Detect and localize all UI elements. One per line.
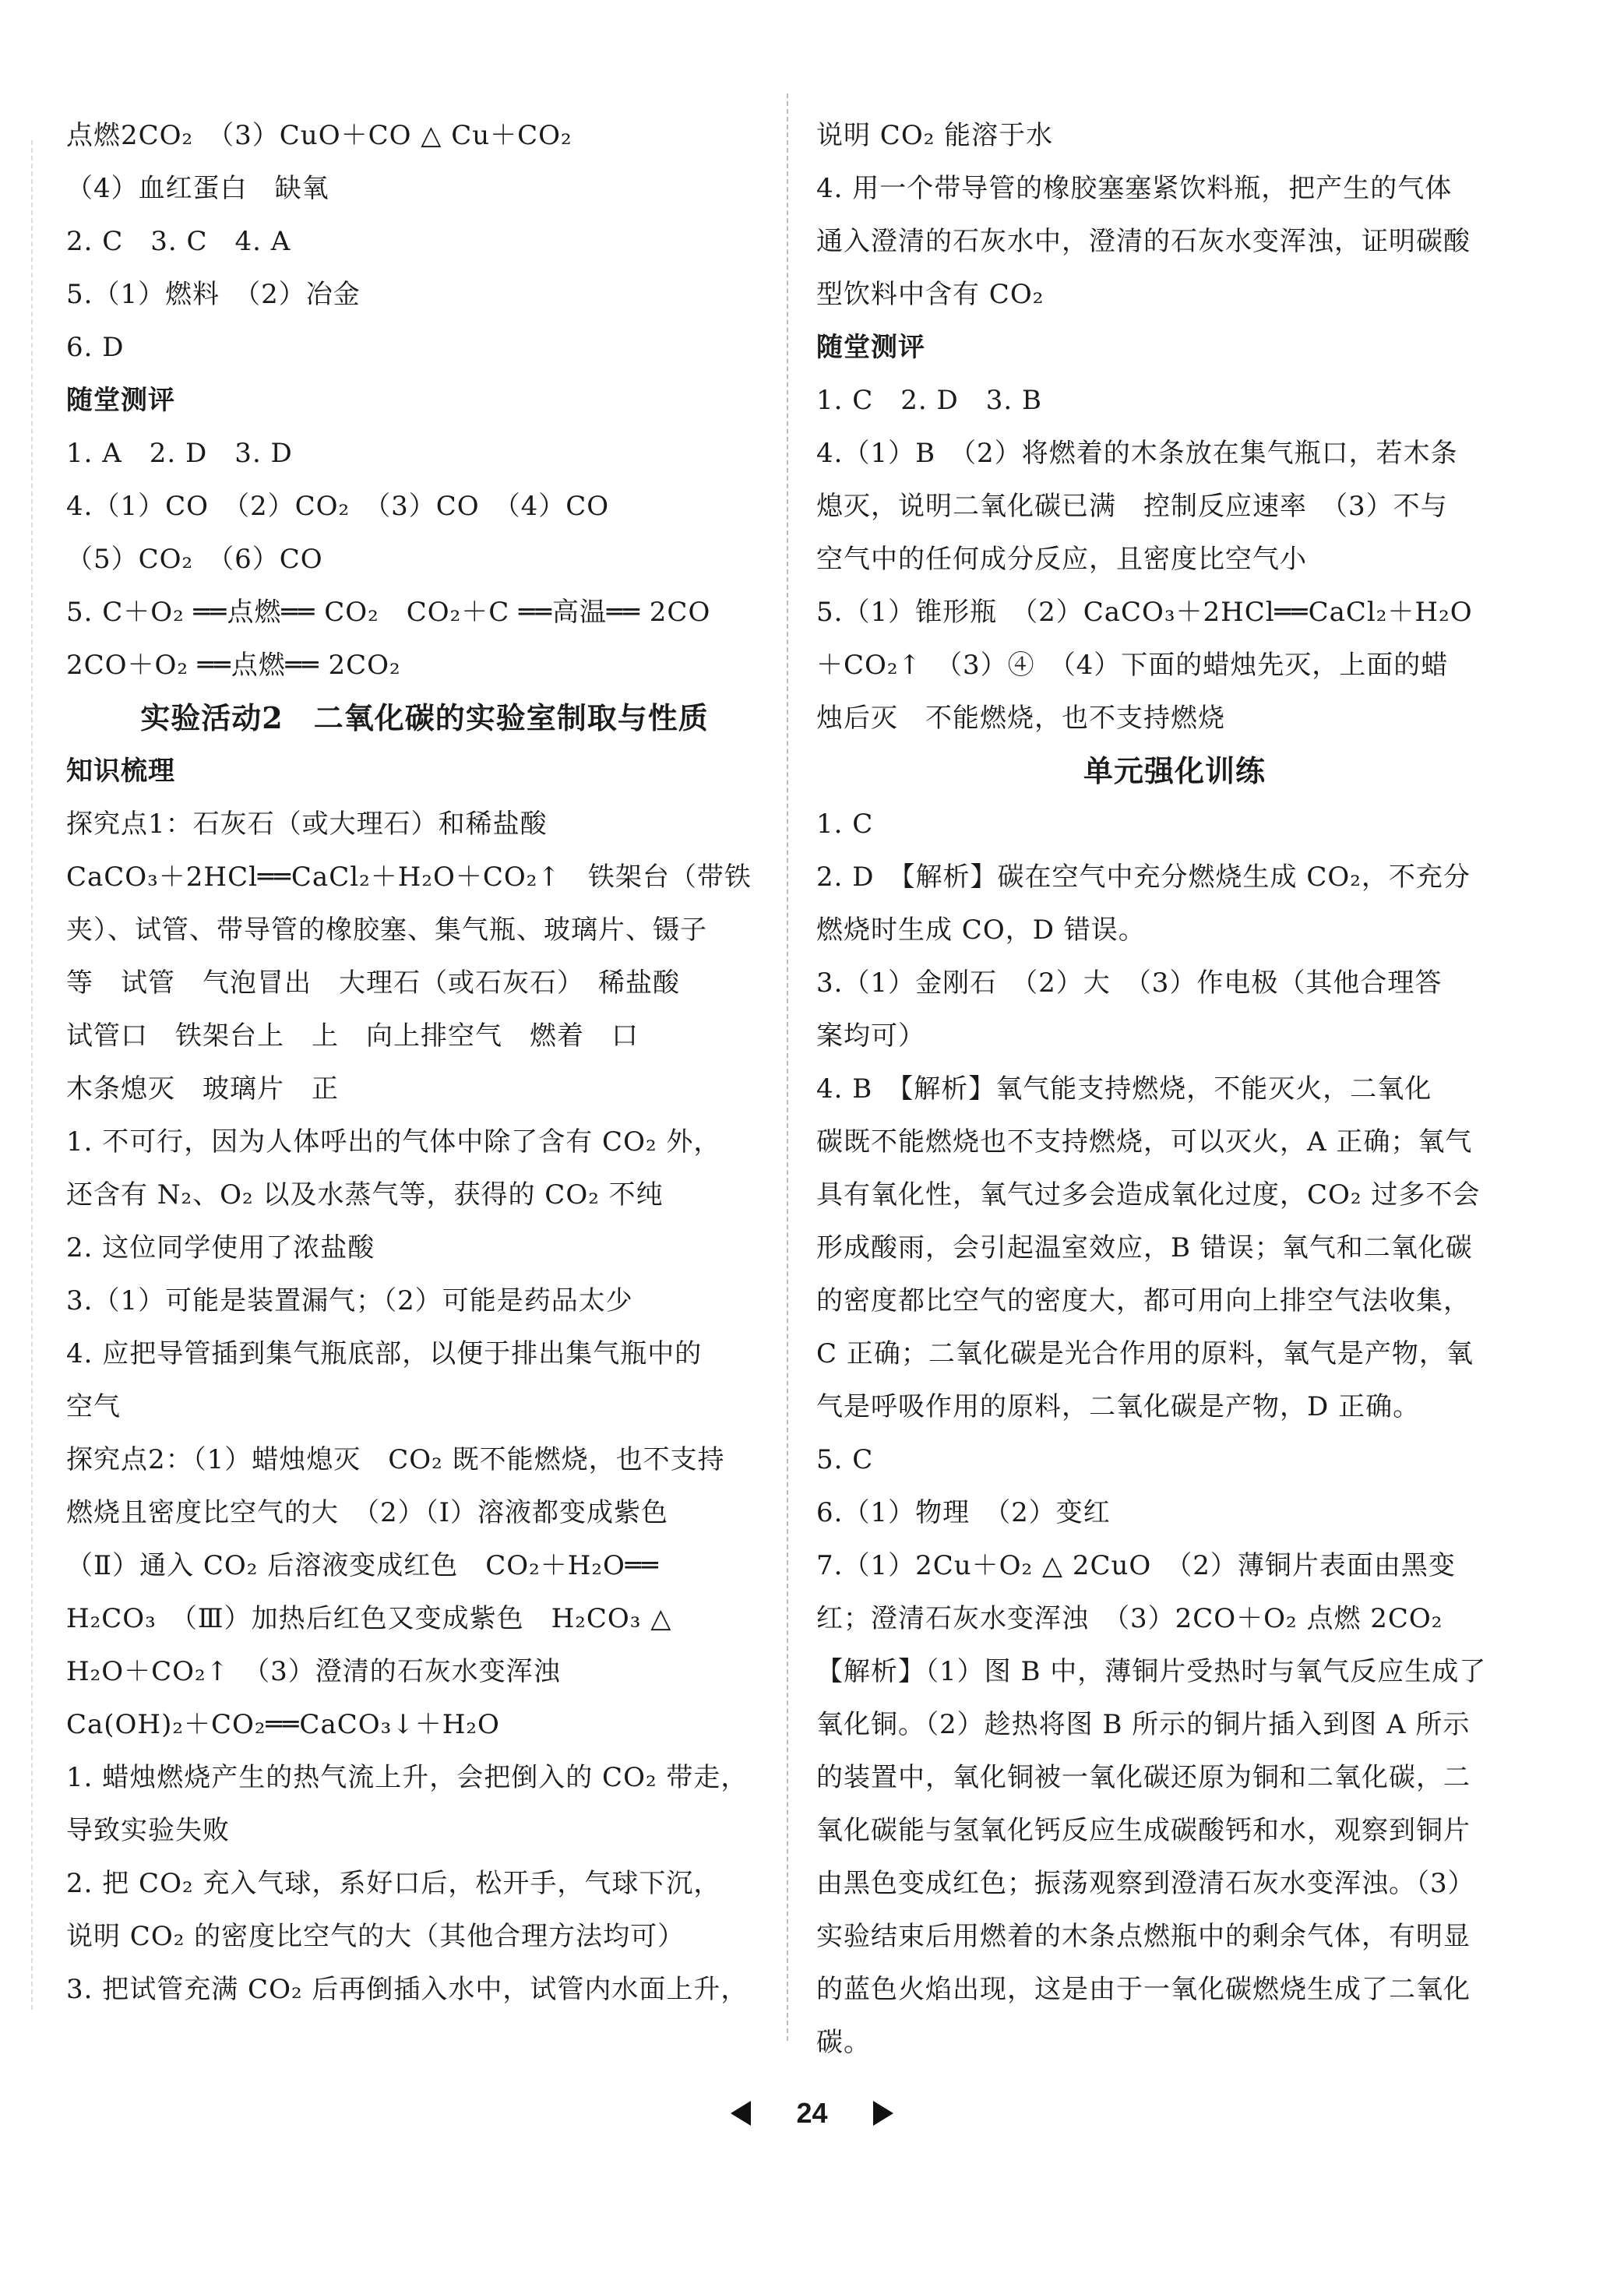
left-column-line: 空气	[66, 1391, 121, 1422]
left-column-line: CaCO₃＋2HCl══CaCl₂＋H₂O＋CO₂↑ 铁架台（带铁	[66, 862, 752, 893]
left-column-line: 燃烧且密度比空气的大 （2）（Ⅰ）溶液都变成紫色	[66, 1497, 669, 1528]
right-column-line: ＋CO₂↑ （3）④ （4）下面的蜡烛先灭，上面的蜡	[816, 650, 1449, 681]
right-column-line: 随堂测评	[816, 332, 925, 363]
left-column-line: （5）CO₂ （6）CO	[66, 544, 323, 575]
column-divider	[787, 93, 788, 2041]
right-column-line: 由黑色变成红色；振荡观察到澄清石灰水变浑浊。（3）	[816, 1868, 1475, 1899]
left-column-line: 等 试管 气泡冒出 大理石（或石灰石） 稀盐酸	[66, 967, 680, 999]
left-column-line: 1. 蜡烛燃烧产生的热气流上升，会把倒入的 CO₂ 带走，	[66, 1762, 749, 1793]
left-column-line: 6. D	[66, 332, 125, 363]
left-column-line: 探究点1：石灰石（或大理石）和稀盐酸	[66, 809, 548, 840]
right-column-line: 通入澄清的石灰水中，澄清的石灰水变浑浊，证明碳酸	[816, 226, 1471, 257]
right-column-line: 氧化铜。（2）趁热将图 B 所示的铜片插入到图 A 所示	[816, 1709, 1471, 1740]
left-column-line: （Ⅱ）通入 CO₂ 后溶液变成红色 CO₂＋H₂O══	[66, 1550, 659, 1581]
left-column-line: 说明 CO₂ 的密度比空气的大（其他合理方法均可）	[66, 1921, 685, 1952]
right-column-line: 4. B 【解析】氧气能支持燃烧，不能灭火，二氧化	[816, 1073, 1432, 1105]
left-column-line: 木条熄灭 玻璃片 正	[66, 1073, 339, 1105]
right-column-line: 1. C 2. D 3. B	[816, 385, 1043, 416]
right-column-line: 空气中的任何成分反应，且密度比空气小	[816, 544, 1307, 575]
left-column-line: 4.（1）CO （2）CO₂ （3）CO （4）CO	[66, 491, 610, 522]
right-column-line: 的密度都比空气的密度大，都可用向上排空气法收集，	[816, 1285, 1471, 1316]
right-column-line: 4.（1）B （2）将燃着的木条放在集气瓶口，若木条	[816, 438, 1458, 469]
right-column-line: 5.（1）锥形瓶 （2）CaCO₃＋2HCl══CaCl₂＋H₂O	[816, 597, 1473, 628]
left-column-line: 知识梳理	[66, 756, 175, 787]
right-column-line: 1. C	[816, 809, 874, 840]
right-column-line: C 正确；二氧化碳是光合作用的原料，氧气是产物，氧	[816, 1338, 1474, 1369]
left-column-line: 5. C＋O₂ ══点燃══ CO₂ CO₂＋C ══高温══ 2CO	[66, 597, 711, 628]
left-column-line: 还含有 N₂、O₂ 以及水蒸气等，获得的 CO₂ 不纯	[66, 1179, 664, 1210]
left-column-line: H₂O＋CO₂↑ （3）澄清的石灰水变浑浊	[66, 1656, 561, 1687]
right-column-line: 熄灭，说明二氧化碳已满 控制反应速率 （3）不与	[816, 491, 1448, 522]
next-page-icon[interactable]	[873, 2101, 893, 2126]
right-column-line: 碳。	[816, 2027, 871, 2058]
left-column-line: 实验活动2 二氧化碳的实验室制取与性质	[140, 700, 709, 735]
right-column	[816, 109, 1533, 2069]
left-column-line: 点燃2CO₂ （3）CuO＋CO △ Cu＋CO₂	[66, 120, 572, 151]
right-column-line: 实验结束后用燃着的木条点燃瓶中的剩余气体，有明显	[816, 1921, 1471, 1952]
right-column-line: 红；澄清石灰水变浑浊 （3）2CO＋O₂ 点燃 2CO₂	[816, 1603, 1443, 1634]
left-column-line: 3.（1）可能是装置漏气；（2）可能是药品太少	[66, 1285, 633, 1316]
left-column-line: 2. C 3. C 4. A	[66, 226, 291, 257]
right-column-line: 4. 用一个带导管的橡胶塞塞紧饮料瓶，把产生的气体	[816, 173, 1453, 204]
right-column-line: 烛后灭 不能燃烧，也不支持燃烧	[816, 703, 1225, 734]
right-column-line: 6.（1）物理 （2）变红	[816, 1497, 1111, 1528]
left-column-line: 2CO＋O₂ ══点燃══ 2CO₂	[66, 650, 401, 681]
left-column-line: 探究点2：（1）蜡烛熄灭 CO₂ 既不能燃烧，也不支持	[66, 1444, 725, 1475]
left-column-line: 4. 应把导管插到集气瓶底部，以便于排出集气瓶中的	[66, 1338, 703, 1369]
left-column-line: H₂CO₃ （Ⅲ）加热后红色又变成紫色 H₂CO₃ △	[66, 1603, 672, 1634]
left-column-line: （4）血红蛋白 缺氧	[66, 173, 329, 204]
left-column-line: 随堂测评	[66, 385, 175, 416]
left-column-line: 3. 把试管充满 CO₂ 后再倒插入水中，试管内水面上升，	[66, 1974, 749, 2005]
left-column	[66, 109, 783, 2016]
right-column-line: 形成酸雨，会引起温室效应，B 错误；氧气和二氧化碳	[816, 1232, 1473, 1263]
right-column-line: 案均可）	[816, 1020, 925, 1052]
left-margin-guide	[31, 140, 33, 2010]
right-column-line: 【解析】（1）图 B 中，薄铜片受热时与氧气反应生成了	[816, 1656, 1487, 1687]
right-column-line: 的蓝色火焰出现，这是由于一氧化碳燃烧生成了二氧化	[816, 1974, 1471, 2005]
right-column-line: 7.（1）2Cu＋O₂ △ 2CuO （2）薄铜片表面由黑变	[816, 1550, 1456, 1581]
left-column-line: 导致实验失败	[66, 1815, 230, 1846]
right-column-line: 具有氧化性，氧气过多会造成氧化过度，CO₂ 过多不会	[816, 1179, 1481, 1210]
left-column-line: 2. 这位同学使用了浓盐酸	[66, 1232, 375, 1263]
left-column-line: 2. 把 CO₂ 充入气球，系好口后，松开手，气球下沉，	[66, 1868, 721, 1899]
right-column-line: 2. D 【解析】碳在空气中充分燃烧生成 CO₂，不充分	[816, 862, 1471, 893]
left-column-line: 1. 不可行，因为人体呼出的气体中除了含有 CO₂ 外，	[66, 1126, 721, 1158]
right-column-line: 燃烧时生成 CO，D 错误。	[816, 914, 1146, 946]
left-column-line: Ca(OH)₂＋CO₂══CaCO₃↓＋H₂O	[66, 1709, 500, 1740]
right-column-line: 气是呼吸作用的原料，二氧化碳是产物，D 正确。	[816, 1391, 1421, 1422]
right-column-line: 5. C	[816, 1444, 874, 1475]
page-footer	[0, 2095, 1624, 2130]
left-column-line: 5.（1）燃料 （2）冶金	[66, 279, 361, 310]
right-column-line: 的装置中，氧化铜被一氧化碳还原为铜和二氧化碳，二	[816, 1762, 1471, 1793]
left-column-line: 夹）、试管、带导管的橡胶塞、集气瓶、玻璃片、镊子	[66, 914, 707, 946]
page-number: 24	[796, 2097, 828, 2130]
left-column-line: 1. A 2. D 3. D	[66, 438, 293, 469]
right-column-line: 碳既不能燃烧也不支持燃烧，可以灭火，A 正确；氧气	[816, 1126, 1473, 1158]
left-column-line: 试管口 铁架台上 上 向上排空气 燃着 口	[66, 1020, 639, 1052]
right-column-line: 3.（1）金刚石 （2）大 （3）作电极（其他合理答	[816, 967, 1443, 999]
right-column-line: 型饮料中含有 CO₂	[816, 279, 1045, 310]
right-column-line: 说明 CO₂ 能溶于水	[816, 120, 1054, 151]
prev-page-icon[interactable]	[731, 2101, 751, 2126]
right-column-line: 单元强化训练	[1083, 753, 1266, 788]
right-column-line: 氧化碳能与氢氧化钙反应生成碳酸钙和水，观察到铜片	[816, 1815, 1471, 1846]
